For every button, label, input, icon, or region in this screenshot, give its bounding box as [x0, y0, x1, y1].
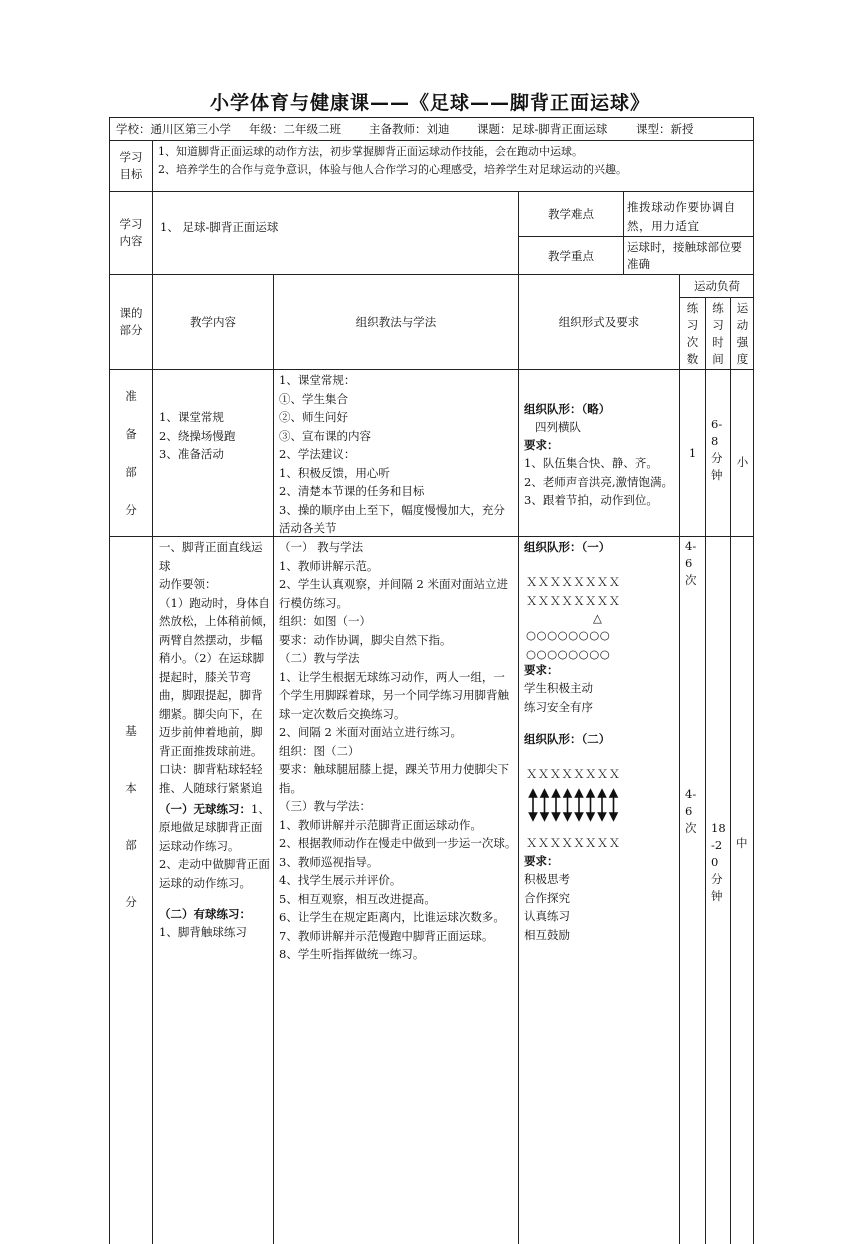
info-topic: 课题：足球-脚背正面运球 [477, 122, 608, 136]
info-teacher: 主备教师：刘迪 [369, 122, 450, 136]
form1-rows: ＸＸＸＸＸＸＸＸ ＸＸＸＸＸＸＸＸ [526, 575, 621, 608]
prep-req-title: 要求： [524, 438, 559, 452]
objectives-label: 学习 目标 [119, 150, 143, 181]
header-intensity: 运 动 强 度 [736, 301, 749, 366]
req2-title: 要求： [524, 854, 559, 868]
info-type: 课型：新授 [636, 122, 694, 136]
double-arrows-diagram [527, 788, 622, 822]
prep-content: 1、课堂常规 2、绕操场慢跑 3、准备活动 [159, 410, 236, 461]
no-ball-title: （一）无球练习： [159, 802, 251, 816]
with-ball-title: （二）有球练习： [159, 907, 251, 921]
prep-req-body: 1、队伍集合快、静、齐。 2、老师声音洪亮,激情饱满。 3、跟着节拍，动作到位。 [524, 456, 673, 507]
prep-count: 1 [688, 445, 697, 460]
prep-part: 准 备 部 分 [125, 388, 137, 517]
difficulty-text: 推拨球动作要协调自 然，用力适宜 [627, 200, 736, 233]
main-time: 18 -2 0 分 钟 [711, 821, 726, 903]
req1-body: 学生积极主动 练习安全有序 [524, 681, 593, 714]
with-ball-body: 1、脚背触球练习 [159, 925, 247, 939]
content-text: 1、 足球-脚背正面运球 [160, 220, 279, 234]
main-count-2: 4- 6 次 [685, 787, 697, 835]
header-part: 课的 部分 [119, 306, 143, 337]
main-content-a: 一、脚背正面直线运 球 动作要领： （1）跑动时，身体自 然放松，上体稍前倾， 两臂自然摆动，步幅 稍小。（2）在运球脚 提起时，膝关节弯 曲，脚跟提起，脚背 绷紧。脚尖向下，在 迈步前伸着地前，脚 背正面推拨球前进。 口诀：脚背粘球轻轻 推、人随球行紧紧追 [159, 540, 274, 795]
prep-time: 6- 8 分 钟 [711, 417, 723, 482]
prep-intensity: 小 [736, 454, 749, 469]
form1-circles: ○○○○○○○○ ○○○○○○○○ [526, 628, 611, 661]
info-school: 学校：通川区第三小学 [116, 122, 231, 136]
form1-title: 组织队形：（一） [524, 540, 611, 554]
main-method: （一） 教与学法 1、教师讲解示范。 2、学生认真观察，并间隔 2 米面对面站立进 行模仿练习。 组织：如图（一） 要求：动作协调，脚尖自然下指。 （二）教与学法 1、让学生根据无球练习动作，两人一组，一 个学生用脚踩着球，另一个同学练习用脚背触 球一定次数后交换练习。 2、间隔 2 米面对面站立进行练习。 组织：图（二） 要求：触球腿屈膝上提，踝关节用力使脚尖下 指。 （三）教与学法： 1、教师讲解并示范脚背正面运球动作。 2、根据教师动作在慢走中做到一步运一次球。 3、教师巡视指导。 4、找学生展示并评价。 5、相互观察，相互改进提高。 6、让学生在规定距离内，比谁运球次数多。 7、教师讲解并示范慢跑中脚背正面运球。 8、学生听指挥做统一练习。 [279, 540, 517, 961]
header-content: 教学内容 [190, 314, 236, 329]
difficulty-label: 教学难点 [548, 206, 594, 221]
req2-body: 积极思考 合作探究 认真练习 相互鼓励 [524, 872, 570, 942]
header-count: 练 习 次 数 [686, 301, 699, 366]
form2-title: 组织队形：（二） [524, 732, 611, 746]
main-intensity: 中 [736, 836, 748, 850]
key-text: 运球时，接触球部位要 准确 [627, 240, 742, 271]
req1-title: 要求： [524, 663, 559, 677]
form2-row-bottom: ＸＸＸＸＸＸＸＸ [526, 836, 621, 850]
prep-form-title: 组织队形：（略） [524, 402, 611, 416]
prep-method: 1、课堂常规： ①、学生集合 ②、师生问好 ③、宣布课的内容 2、学法建议： 1、积极反馈，用心听 2、清楚本节课的任务和目标 3、操的顺序由上至下，幅度慢慢加大，充分 活动各关节 [279, 373, 505, 535]
form1-teacher: △ [593, 611, 602, 625]
main-content-b-body: 原地做足球脚背正面 运球动作练习。 2、走动中做脚背正面 运球的动作练习。 [159, 820, 270, 890]
header-time: 练 习 时 间 [712, 301, 724, 366]
main-content-b [159, 800, 270, 819]
form2-row-top: ＸＸＸＸＸＸＸＸ [526, 767, 621, 781]
header-method: 组织教法与学法 [355, 314, 437, 329]
prep-form-body: 四列横队 [524, 420, 581, 434]
key-label: 教学重点 [548, 248, 594, 263]
objective-2: 2、培养学生的合作与竞争意识，体验与他人合作学习的心理感受，培养学生对足球运动的兴趣。 [158, 163, 627, 176]
header-form: 组织形式及要求 [558, 314, 640, 329]
header-load: 运动负荷 [694, 278, 740, 293]
content-label: 学习 内容 [119, 217, 143, 248]
info-grade: 年级：二年级二班 [249, 122, 341, 136]
no-ball-num: 1、 [251, 802, 270, 816]
page-title: 小学体育与健康课——《足球——脚背正面运球》 [209, 92, 650, 114]
main-count-1: 4- 6 次 [685, 539, 697, 587]
main-part: 基 本 部 分 [125, 724, 137, 909]
objective-1: 1、知道脚背正面运球的动作方法，初步掌握脚背正面运球动作技能，会在跑动中运球。 [158, 145, 583, 158]
